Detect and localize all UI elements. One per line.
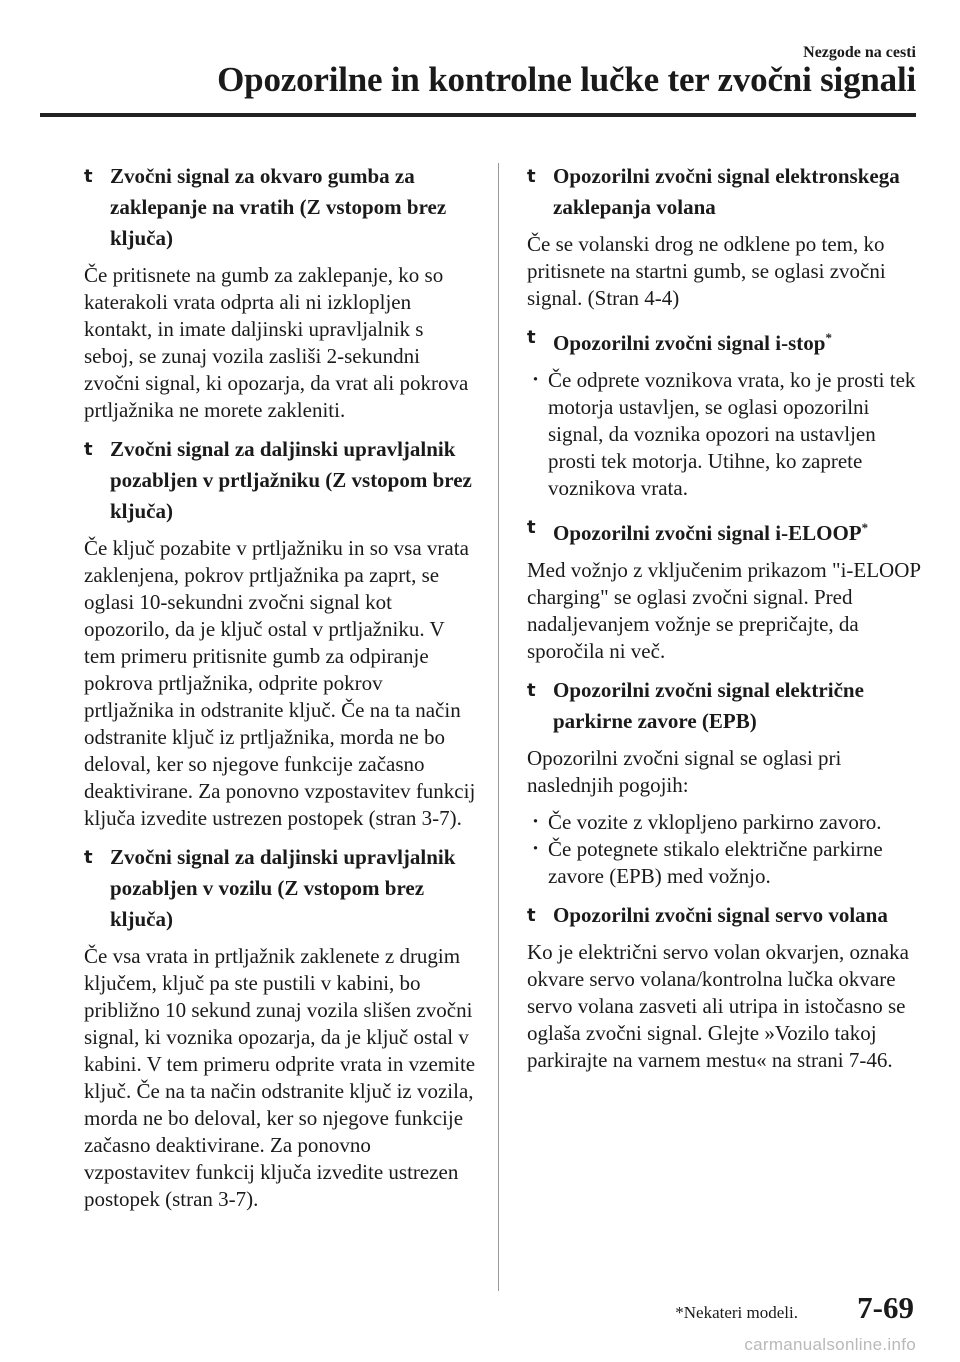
bullet-list [527,367,921,502]
section-marker-icon: t [527,517,536,538]
section-heading [527,161,921,223]
section-heading [527,675,921,737]
section-body: Med vožnjo z vključenim prikazom "i-ELOOP charging" se oglasi zvočni signal. Pred nadaljevanjem vožnje se prepričajte, da sporočila ni več. [527,558,921,663]
list-item: · Če odprete voznikova vrata, ko je prosti tek motorja ustavljen, se oglasi opozorilni signal, da voznika opozori na ustavljen prosti tek motorja. Utihne, ko zaprete voznikova vrata. [527,367,921,502]
section-body: Če ključ pozabite v prtljažniku in so vsa vrata zaklenjena, pokrov prtljažnika pa zaprt, se oglasi 10-sekundni zvočni signal kot opozorilo, da je ključ ostal v prtljažniku. V tem primeru pritisnite gumb za odpiranje pokrova prtljažnika, odprite pokrov prtljažnika in odstranite ključ. Če na ta način odstranite ključ iz prtljažnika, morda ne bo deloval, ker so njegove funkcije začasno deaktivirane. Za ponovno vzpostavitev funkcij ključa izvedite ustrezen postopek (stran 3-7). [84,536,476,830]
section-marker-icon: t [84,847,93,868]
section-door-lock-warning [84,161,476,424]
header-chapter: Nezgode na cesti [803,44,916,61]
section-marker-icon: t [84,439,93,460]
section-heading-text: Opozorilni zvočni signal električne parkirne zavore (EPB) [553,678,864,733]
asterisk-mark: * [825,330,832,345]
page-title: Opozorilne in kontrolne lučke ter zvočni signali [217,60,916,99]
section-body: Če pritisnete na gumb za zaklepanje, ko so katerakoli vrata odprta ali ni izklopljen kontakt, in imate daljinski upravljalnik s seboj, se zunaj vozila zasliši 2-sekundni zvočni signal, ki opozarja, da vrat ali pokrova prtljažnika ne morete zakleniti. [84,263,469,422]
section-body: Opozorilni zvočni signal se oglasi pri naslednjih pogojih: [527,746,842,797]
section-body: Če se volanski drog ne odklene po tem, ko pritisnete na startni gumb, se oglasi zvočni signal. (Stran 4-4) [527,232,886,310]
section-heading-text: Opozorilni zvočni signal i-ELOOP [553,521,862,545]
footnote: *Nekateri modeli. [675,1303,798,1322]
list-item: · Če potegnete stikalo električne parkirne zavore (EPB) med vožnjo. [527,836,921,890]
section-steering-lock [527,161,921,312]
section-marker-icon: t [84,166,93,187]
section-i-eloop [527,512,921,665]
section-epb [527,675,921,890]
section-body: Ko je električni servo volan okvarjen, oznaka okvare servo volana/kontrolna lučka okvare servo volana zasveti ali utripa in istočasno se oglaša zvočni signal. Glejte »Vozilo takoj parkirajte na varnem mestu« na strani 7-46. [527,940,909,1072]
section-marker-icon: t [527,905,536,926]
section-marker-icon: t [527,680,536,701]
section-heading-text: Opozorilni zvočni signal servo volana [553,903,888,927]
section-heading-text: Opozorilni zvočni signal i-stop [553,331,826,355]
list-item: · Če vozite z vklopljeno parkirno zavoro. [527,809,921,836]
asterisk-mark: * [861,520,869,535]
section-power-steering [527,900,921,1074]
left-column [84,161,476,1223]
section-key-in-vehicle [84,842,476,1213]
section-heading-text: Opozorilni zvočni signal elektronskega zaklepanja volana [553,164,900,219]
section-i-stop [527,322,921,502]
section-heading-text: Zvočni signal za okvaro gumba za zaklepanje na vratih (Z vstopom brez ključa) [110,164,447,250]
section-heading [527,322,921,359]
section-marker-icon: t [527,166,536,187]
section-body: Če vsa vrata in prtljažnik zaklenete z drugim ključem, ključ pa ste pustili v kabini, bo približno 10 sekund zunaj vozila slišen zvočni signal, ki voznika opozarja, da je ključ ostal v kabini. V tem primeru odprite vrata in vzemite ključ. Če na ta način odstranite ključ iz vozila, morda ne bo deloval, ker so njegove funkcije začasno deaktivirane. Za ponovno vzpostavitev funkcij ključa izvedite ustrezen postopek (stran 3-7). [84,944,476,1211]
section-heading [527,900,921,931]
section-key-in-trunk [84,434,476,832]
section-heading [84,161,476,254]
right-column [527,161,921,1084]
section-heading [84,434,476,527]
section-heading [527,512,921,549]
bullet-list [527,809,921,890]
watermark: carmanualsonline.info [744,1335,916,1354]
section-heading [84,842,476,935]
section-marker-icon: t [527,327,536,348]
section-heading-text: Zvočni signal za daljinski upravljalnik pozabljen v prtljažniku (Z vstopom brez ključa) [110,437,472,523]
section-heading-text: Zvočni signal za daljinski upravljalnik pozabljen v vozilu (Z vstopom brez ključa) [110,845,456,931]
page-number: 7-69 [857,1290,914,1325]
column-divider [498,163,499,1291]
header-rule [40,113,916,117]
